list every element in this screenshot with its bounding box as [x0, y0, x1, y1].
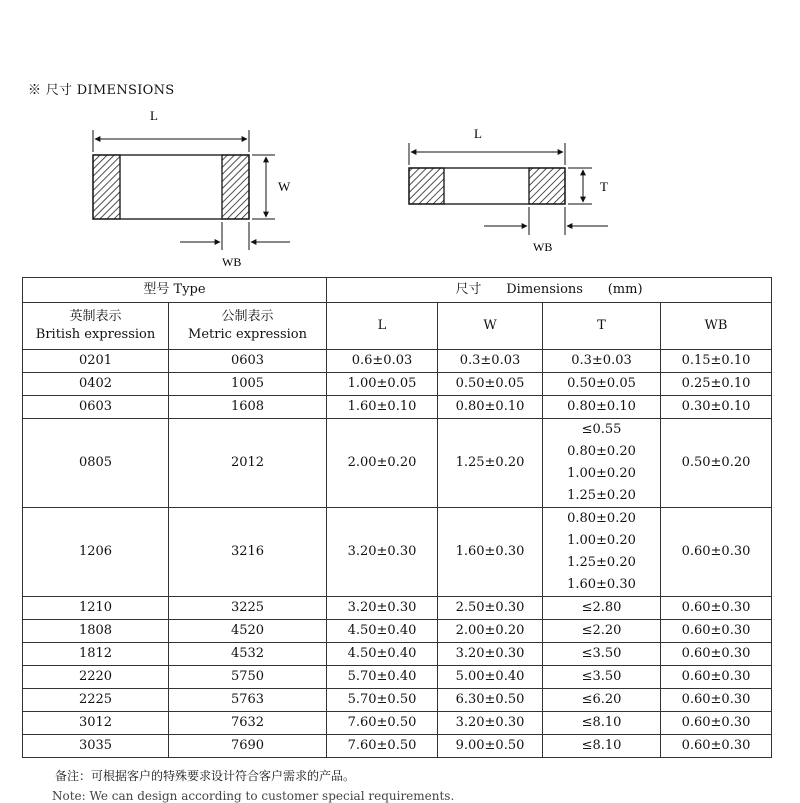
cell-metric: 7690: [169, 735, 327, 758]
table-body: [23, 350, 772, 758]
cell-l: 7.60±0.50: [327, 712, 438, 735]
cell-w: 1.25±0.20: [438, 419, 543, 508]
cell-w: 2.00±0.20: [438, 620, 543, 643]
cell-w: 6.30±0.50: [438, 689, 543, 712]
cell-t-value: 0.50±0.05: [567, 376, 636, 391]
cell-t: [543, 597, 661, 620]
type-header: 型号 Type: [23, 278, 327, 303]
cell-t: [543, 666, 661, 689]
table-row: [23, 419, 772, 508]
cell-w: 9.00±0.50: [438, 735, 543, 758]
cell-t: [543, 689, 661, 712]
side-view-diagram: [409, 126, 608, 254]
table-row: [23, 712, 772, 735]
cell-t-value: ≤6.20: [581, 692, 622, 707]
col-w-header: W: [438, 303, 543, 350]
cell-metric: 5750: [169, 666, 327, 689]
cell-w: 0.80±0.10: [438, 396, 543, 419]
cell-t: [543, 419, 661, 508]
cell-t-value: ≤0.55: [581, 422, 622, 437]
cell-t: [543, 373, 661, 396]
cell-l: 4.50±0.40: [327, 620, 438, 643]
cell-l: 4.50±0.40: [327, 643, 438, 666]
cell-t: [543, 350, 661, 373]
dimensions-heading: ※ 尺寸 DIMENSIONS: [28, 83, 175, 98]
cell-metric: 7632: [169, 712, 327, 735]
cell-british: 0402: [23, 373, 169, 396]
cell-t-value: 1.25±0.20: [567, 555, 636, 570]
cell-wb: 0.60±0.30: [661, 508, 772, 597]
cell-t-value: 1.00±0.20: [567, 466, 636, 481]
side-band-label: WB: [533, 240, 553, 254]
cell-wb: 0.60±0.30: [661, 620, 772, 643]
cell-l: 3.20±0.30: [327, 508, 438, 597]
cell-british: 0603: [23, 396, 169, 419]
cell-metric: 1005: [169, 373, 327, 396]
cell-t-value: ≤3.50: [581, 646, 622, 661]
cell-wb: 0.60±0.30: [661, 735, 772, 758]
cell-wb: 0.15±0.10: [661, 350, 772, 373]
length-label: L: [150, 108, 158, 123]
table-row: [23, 350, 772, 373]
cell-metric: 5763: [169, 689, 327, 712]
width-label: W: [278, 179, 291, 194]
cell-wb: 0.25±0.10: [661, 373, 772, 396]
cell-w: 2.50±0.30: [438, 597, 543, 620]
cell-t-value: ≤8.10: [581, 715, 622, 730]
cell-wb: 0.60±0.30: [661, 689, 772, 712]
cell-metric: 4520: [169, 620, 327, 643]
cell-wb: 0.60±0.30: [661, 712, 772, 735]
cell-british: 3035: [23, 735, 169, 758]
table-row: [23, 620, 772, 643]
cell-metric: 4532: [169, 643, 327, 666]
cell-t: [543, 508, 661, 597]
table-row: [23, 735, 772, 758]
cell-w: 3.20±0.30: [438, 712, 543, 735]
cell-british: 3012: [23, 712, 169, 735]
table-row: [23, 597, 772, 620]
cell-t-value: 0.80±0.20: [567, 444, 636, 459]
cell-t: [543, 643, 661, 666]
top-view-diagram: [93, 108, 291, 269]
cell-metric: 1608: [169, 396, 327, 419]
british-header: 英制表示 British expression: [23, 303, 169, 350]
table-row: [23, 666, 772, 689]
side-length-label: L: [474, 126, 482, 141]
cell-wb: 0.60±0.30: [661, 643, 772, 666]
cell-w: 0.50±0.05: [438, 373, 543, 396]
dimensions-table: [22, 277, 772, 758]
cell-metric: 2012: [169, 419, 327, 508]
note-chinese: 备注：可根据客户的特殊要求设计符合客户需求的产品。: [55, 769, 356, 783]
cell-british: 1210: [23, 597, 169, 620]
cell-wb: 0.60±0.30: [661, 666, 772, 689]
cell-l: 7.60±0.50: [327, 735, 438, 758]
cell-w: 5.00±0.40: [438, 666, 543, 689]
cell-wb: 0.50±0.20: [661, 419, 772, 508]
cell-t: [543, 712, 661, 735]
table-row: [23, 396, 772, 419]
cell-l: 1.00±0.05: [327, 373, 438, 396]
cell-l: 2.00±0.20: [327, 419, 438, 508]
cell-british: 1206: [23, 508, 169, 597]
cell-t-value: 1.25±0.20: [567, 488, 636, 503]
cell-w: 0.3±0.03: [438, 350, 543, 373]
table-row: [23, 508, 772, 597]
dimensions-header: 尺寸 Dimensions (mm): [327, 278, 772, 303]
side-left-termination: [409, 168, 444, 204]
table-row: [23, 373, 772, 396]
col-l-header: L: [327, 303, 438, 350]
cell-metric: 0603: [169, 350, 327, 373]
cell-t-value: 0.80±0.10: [567, 399, 636, 414]
cell-t-value: 1.60±0.30: [567, 577, 636, 592]
cell-t-value: ≤2.80: [581, 600, 622, 615]
cell-t: [543, 396, 661, 419]
cell-t-value: 1.00±0.20: [567, 533, 636, 548]
cell-t-value: ≤2.20: [581, 623, 622, 638]
right-termination: [222, 155, 249, 219]
cell-british: 2225: [23, 689, 169, 712]
cell-l: 3.20±0.30: [327, 597, 438, 620]
dimension-diagrams: [0, 0, 800, 275]
band-label: WB: [222, 255, 242, 269]
cell-l: 0.6±0.03: [327, 350, 438, 373]
thickness-label: T: [600, 179, 608, 194]
cell-t: [543, 620, 661, 643]
cell-wb: 0.30±0.10: [661, 396, 772, 419]
cell-british: 0805: [23, 419, 169, 508]
cell-british: 2220: [23, 666, 169, 689]
cell-metric: 3225: [169, 597, 327, 620]
col-t-header: T: [543, 303, 661, 350]
side-right-termination: [529, 168, 565, 204]
cell-l: 5.70±0.40: [327, 666, 438, 689]
cell-l: 1.60±0.10: [327, 396, 438, 419]
cell-british: 1812: [23, 643, 169, 666]
cell-l: 5.70±0.50: [327, 689, 438, 712]
table-row: [23, 643, 772, 666]
cell-british: 1808: [23, 620, 169, 643]
cell-t: [543, 735, 661, 758]
cell-w: 1.60±0.30: [438, 508, 543, 597]
table-row: [23, 689, 772, 712]
metric-header: 公制表示 Metric expression: [169, 303, 327, 350]
col-wb-header: WB: [661, 303, 772, 350]
cell-t-value: 0.80±0.20: [567, 511, 636, 526]
left-termination: [93, 155, 120, 219]
cell-british: 0201: [23, 350, 169, 373]
cell-w: 3.20±0.30: [438, 643, 543, 666]
cell-t-value: ≤3.50: [581, 669, 622, 684]
cell-wb: 0.60±0.30: [661, 597, 772, 620]
note-english: Note: We can design according to customer special requirements.: [52, 789, 455, 803]
cell-metric: 3216: [169, 508, 327, 597]
cell-t-value: ≤8.10: [581, 738, 622, 753]
cell-t-value: 0.3±0.03: [571, 353, 632, 368]
